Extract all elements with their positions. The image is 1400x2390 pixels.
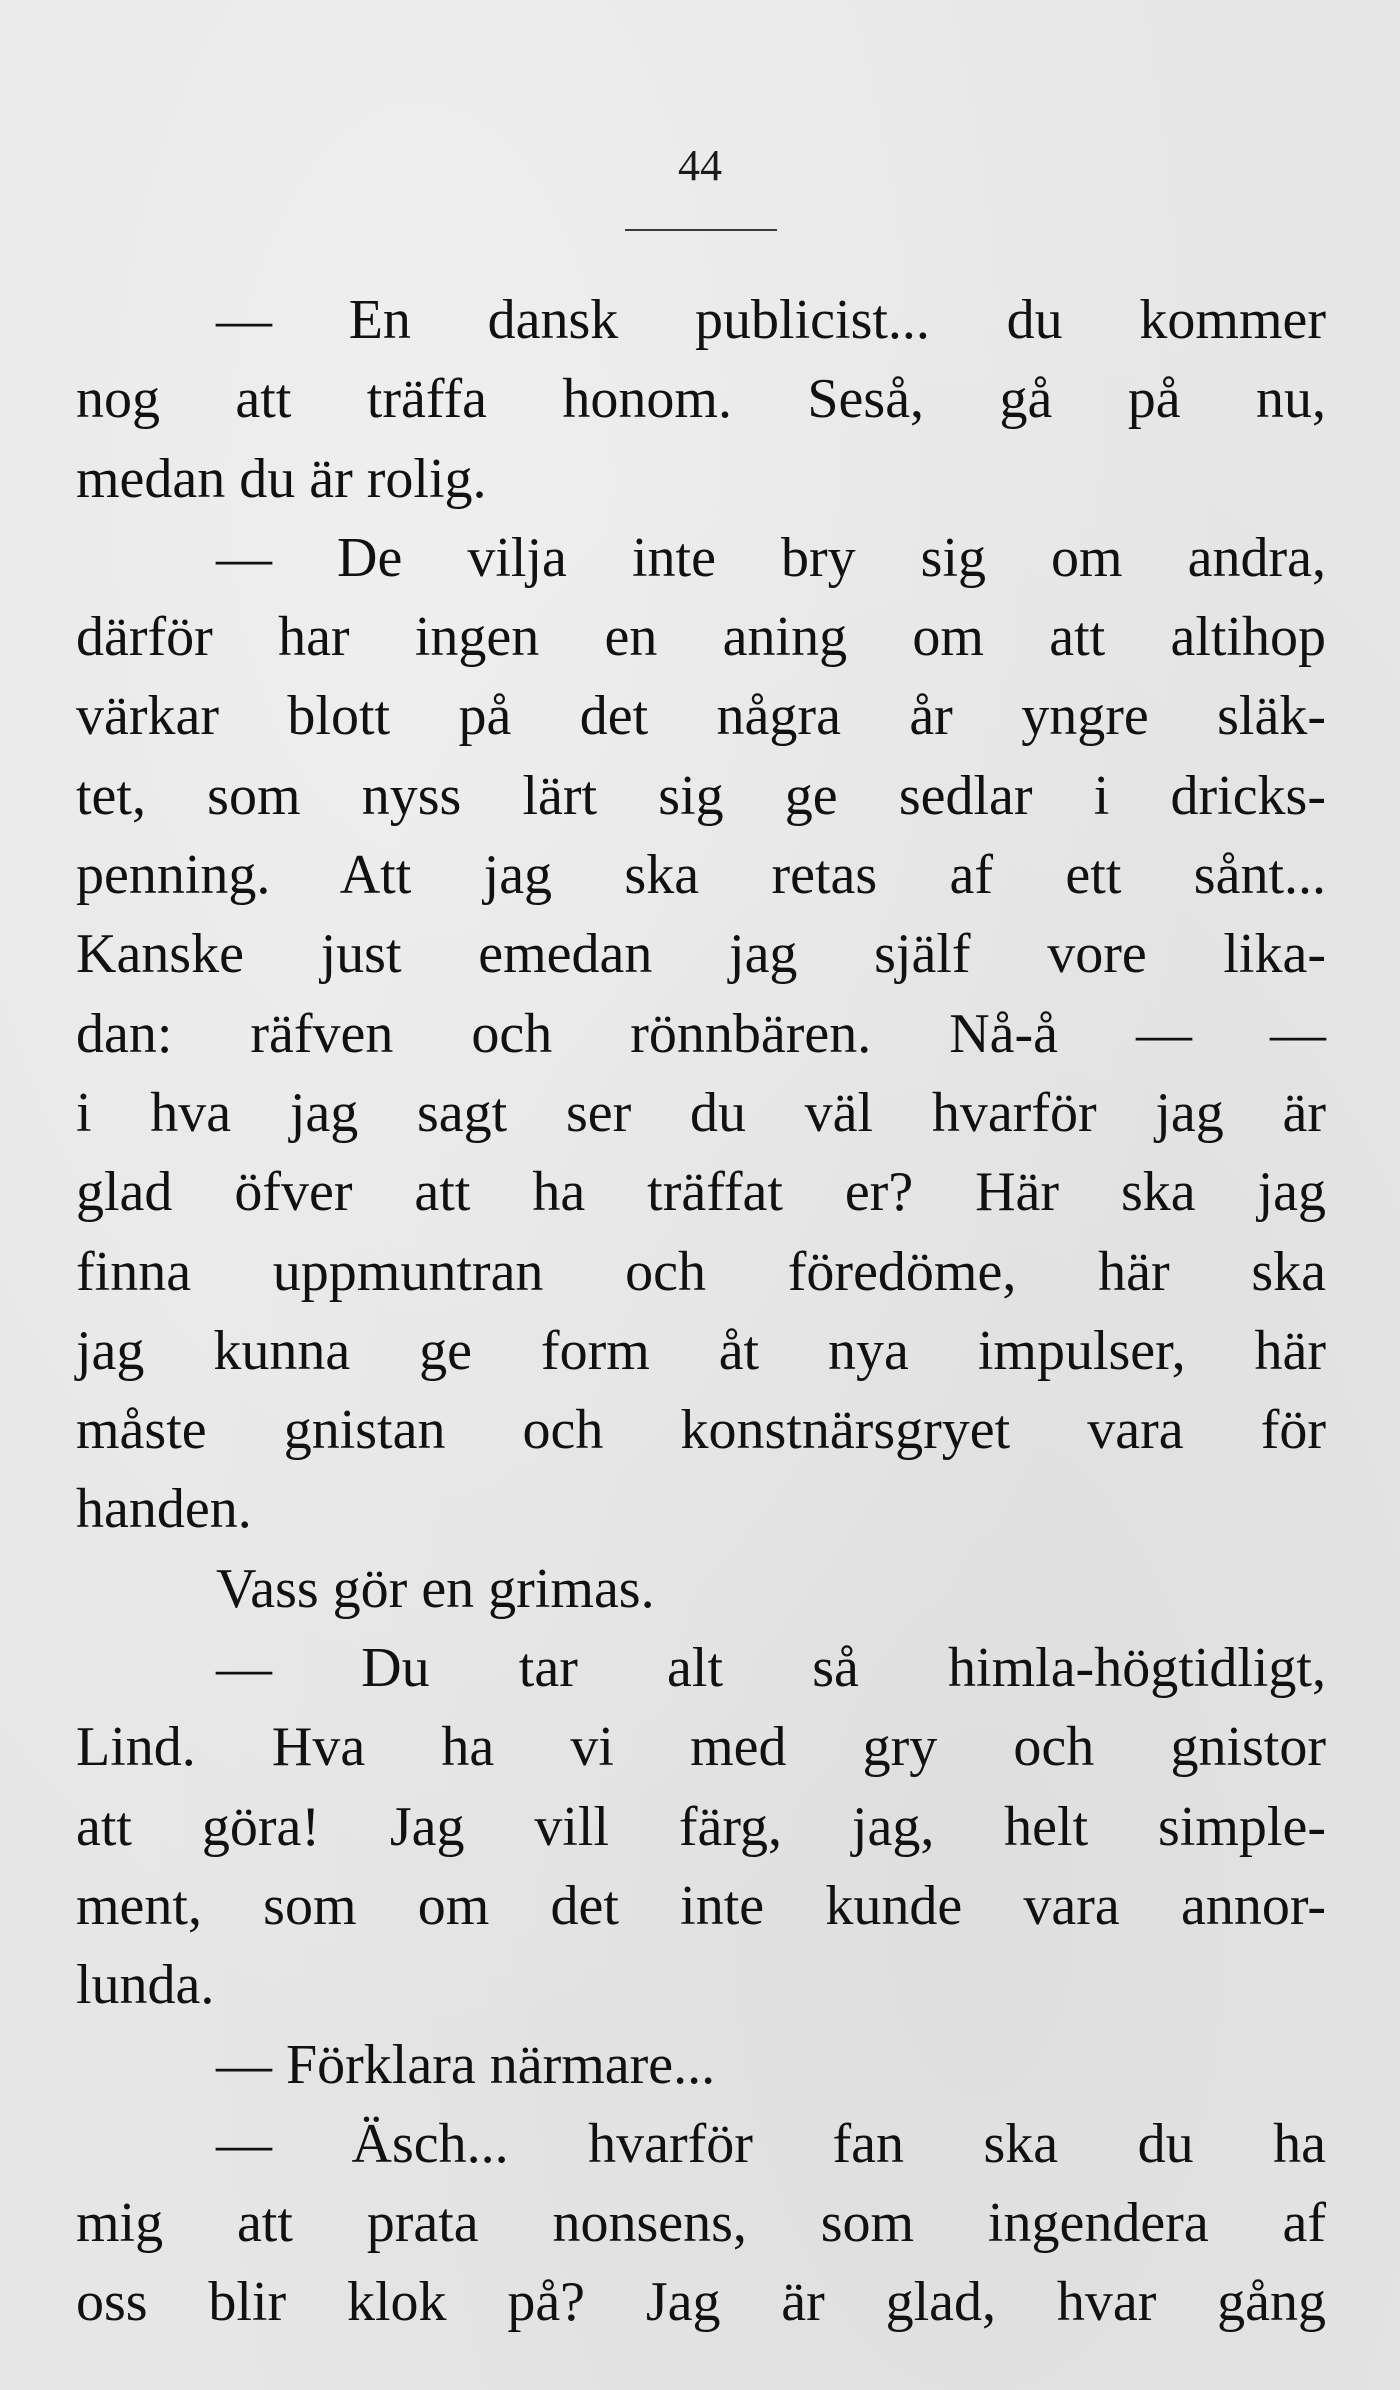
text-line: — Förklara närmare... — [216, 2033, 716, 2096]
text-line: — En dansk publicist... du kommer — [216, 289, 1326, 351]
text-line: oss blir klok på? Jag är glad, hvar gång — [76, 2271, 1326, 2334]
text-line: tet, som nyss lärt sig ge sedlar i dricks- — [76, 764, 1326, 827]
header-rule — [625, 229, 777, 231]
text-line: — De vilja inte bry sig om andra, — [216, 526, 1326, 589]
text-line: medan du är rolig. — [76, 447, 487, 510]
text-line: Kanske just emedan jag själf vore lika- — [76, 923, 1326, 986]
text-line: ment, som om det inte kunde vara annor- — [76, 1874, 1326, 1937]
text-line: penning. Att jag ska retas af ett sånt... — [76, 844, 1326, 907]
text-line: handen. — [76, 1478, 252, 1541]
text-line: glad öfver att ha träffat er? Här ska jag — [76, 1161, 1326, 1224]
page-number: 44 — [678, 141, 722, 190]
text-line: — Du tar alt så himla-högtidligt, — [216, 1637, 1326, 1700]
text-line: att göra! Jag vill färg, jag, helt simple- — [76, 1795, 1326, 1858]
text-line: mig att prata nonsens, som ingendera af — [76, 2192, 1326, 2255]
text-line: Lind. Hva ha vi med gry och gnistor — [76, 1716, 1326, 1779]
body-text — [76, 281, 1326, 2343]
text-line: lunda. — [76, 1954, 215, 2017]
text-line: måste gnistan och konstnärsgryet vara för — [76, 1399, 1326, 1462]
text-line: Vass gör en grimas. — [216, 1557, 655, 1620]
text-line: i hva jag sagt ser du väl hvarför jag är — [76, 1081, 1326, 1144]
text-line: finna uppmuntran och föredöme, här ska — [76, 1240, 1326, 1303]
text-line: dan: räfven och rönnbären. Nå-å — — — [76, 1002, 1326, 1065]
text-line: värkar blott på det några år yngre släk- — [76, 685, 1326, 748]
text-line: — Äsch... hvarför fan ska du ha — [216, 2112, 1326, 2175]
text-line: nog att träffa honom. Seså, gå på nu, — [76, 368, 1326, 431]
text-line: därför har ingen en aning om att altihop — [76, 606, 1326, 669]
text-line: jag kunna ge form åt nya impulser, här — [76, 1319, 1326, 1382]
